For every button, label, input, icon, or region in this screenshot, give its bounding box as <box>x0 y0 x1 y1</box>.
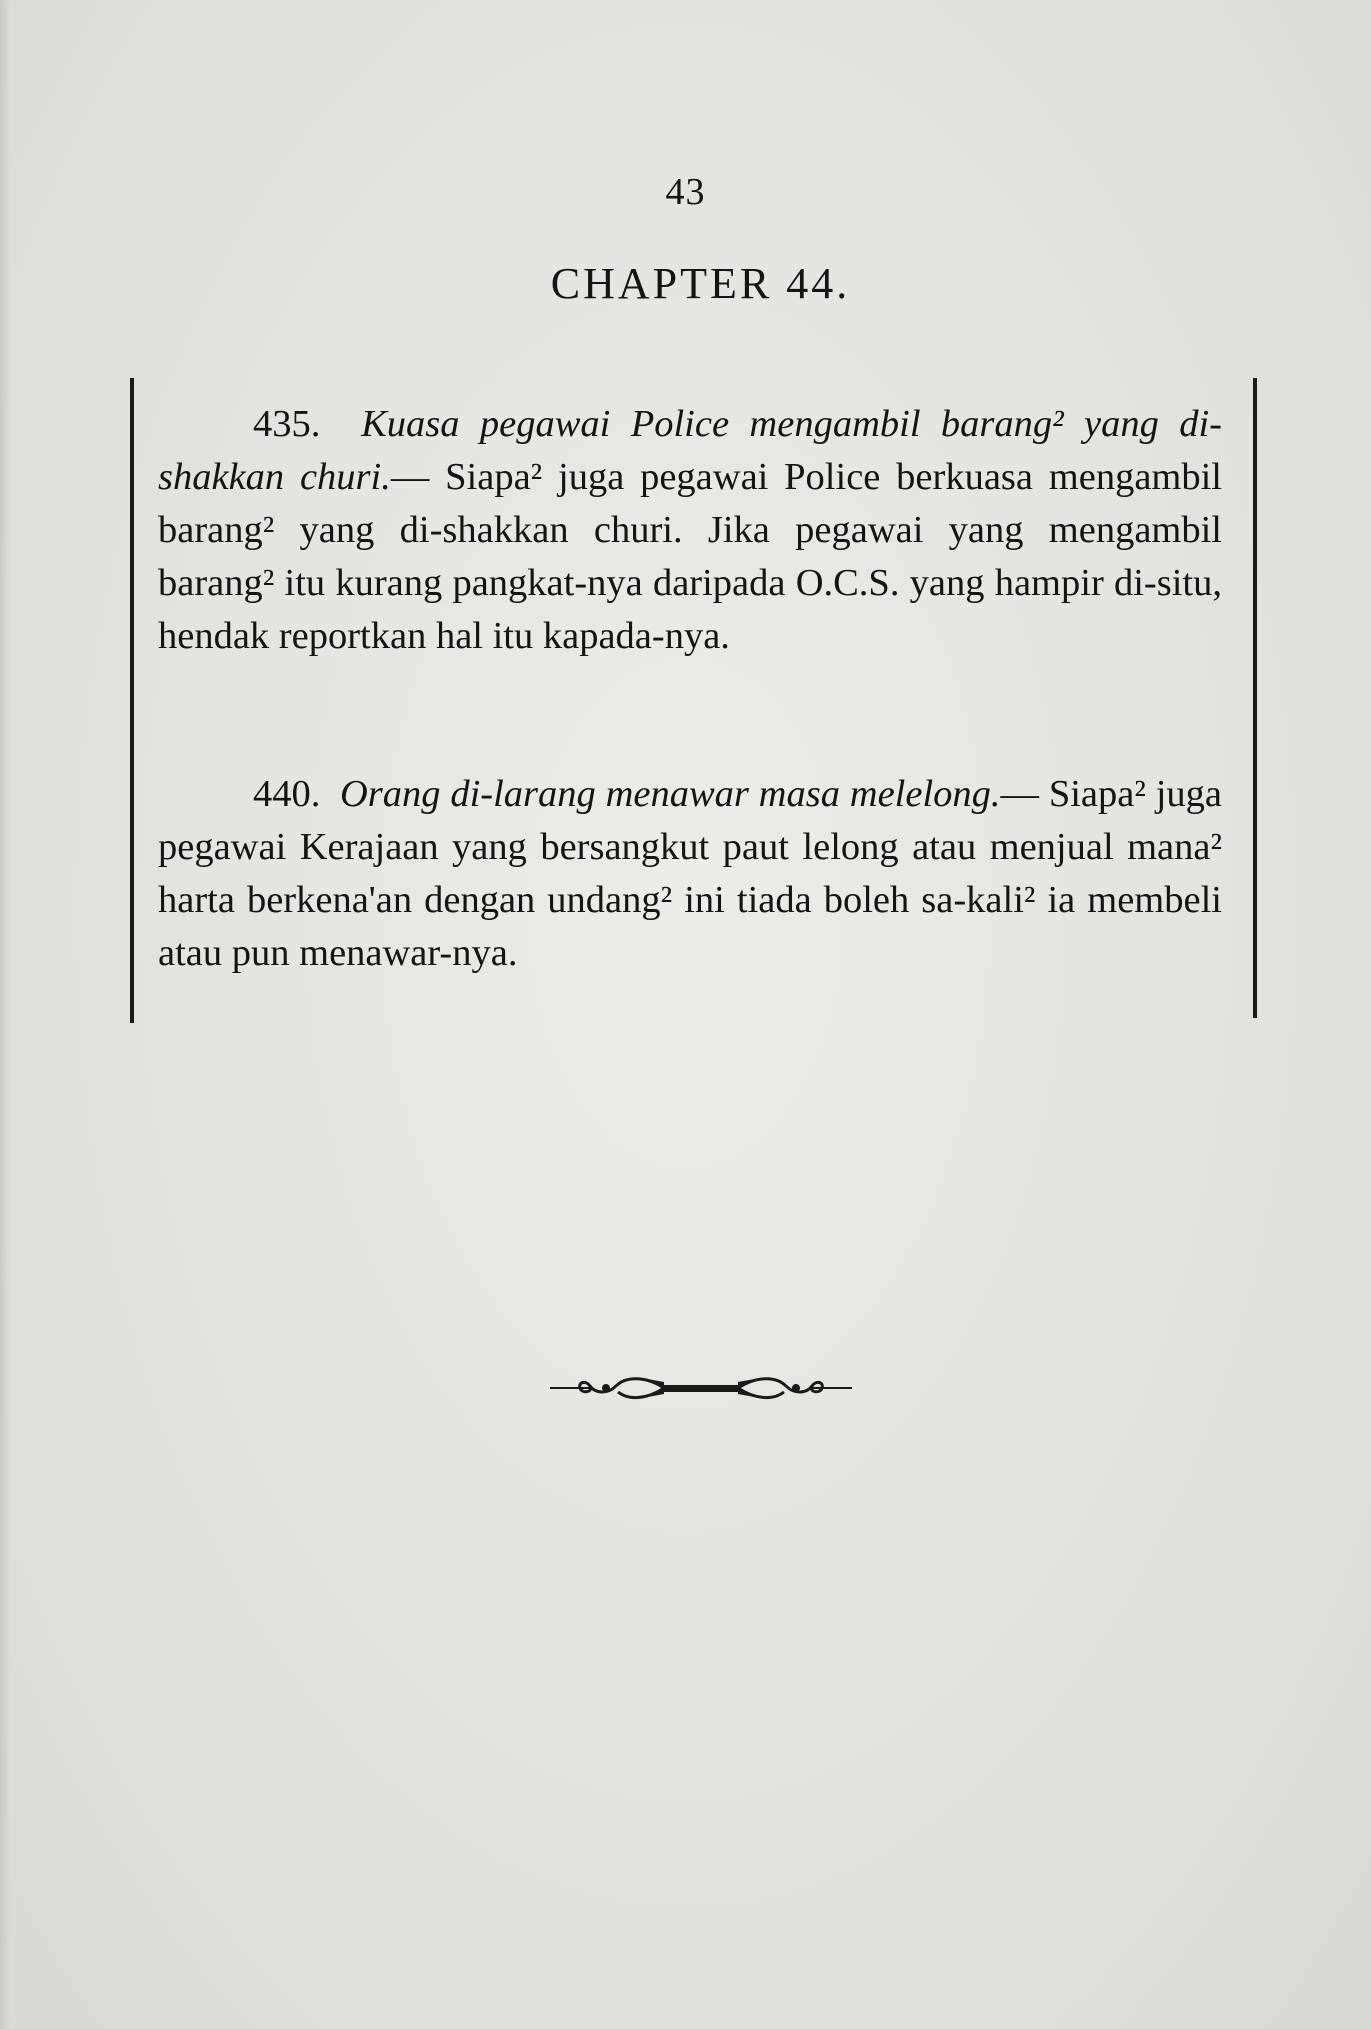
fleuron-ornament-icon <box>546 1368 856 1408</box>
heading-dash: — <box>390 456 430 498</box>
section-440 <box>158 768 1222 980</box>
section-heading: Orang di-larang menawar masa melelong. <box>339 773 1001 815</box>
section-heading: Kuasa pegawai Police mengambil barang² yang di-shakkan churi. <box>158 403 1222 498</box>
page-number: 43 <box>665 171 706 213</box>
heading-dash: — <box>1000 773 1040 815</box>
section-number: 440. <box>253 773 321 815</box>
right-margin-rule <box>1253 378 1257 1018</box>
section-number: 435. <box>253 403 321 445</box>
section-body: Siapa² juga pegawai Kerajaan yang bersangkut paut lelong atau menjual mana² harta berkena'an dengan undang² ini tiada boleh sa-kali² ia membeli atau pun menawar-nya. <box>158 773 1222 974</box>
left-margin-rule <box>130 378 134 1023</box>
section-435 <box>158 398 1222 663</box>
section-body: Siapa² juga pegawai Police berkuasa mengambil barang² yang di-shakkan churi. Jika pegawai yang mengambil barang² itu kurang pangkat-nya daripada O.C.S. yang hampir di-situ, hendak reportkan hal itu kapada-nya. <box>158 456 1222 657</box>
chapter-title: CHAPTER 44. <box>550 259 851 308</box>
